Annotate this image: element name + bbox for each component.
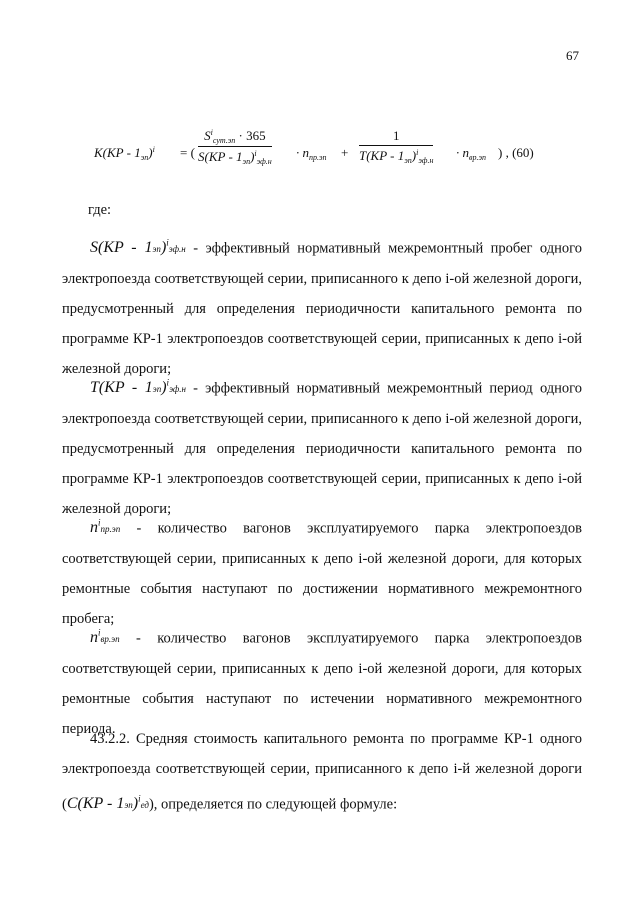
symbol-s-kr1: S(KP - 1эп)$^i$эф.н xyxy=(90,238,186,257)
formula-number: ) , (60) xyxy=(498,145,534,160)
formula-mult-2: · $n_{вр.эп}$ xyxy=(456,145,486,162)
formula-mult-1: · $n_{пр.эп}$ xyxy=(296,145,327,162)
symbol-n-vr: $n^iвр.эп$ xyxy=(90,628,120,647)
page-number: 67 xyxy=(566,48,579,63)
formula-lhs: $K(KP - 1_{эп})^i$ xyxy=(94,145,155,162)
formula-fraction-1: $S^i_{сут.эп} \cdot 365$ $S(KP - 1_{эп})^i_{эф.н}$ xyxy=(198,128,272,166)
symbol-c-kr1: C(KP - 1эп)$^i$ед xyxy=(66,794,149,813)
formula-plus: + xyxy=(341,145,349,160)
definition-t: T(KP - 1эп)$^i$эф.н - эффективный нормативный межремонтный период одного электропоезда соответствующей серии, приписанного к депо i-ой железной дороги, предусмотренный для определения периодичности капитального ремонта по программе КР-1 электропоездов соответствующей серии, приписанных к депо i-ой железной дороги; xyxy=(62,378,582,518)
definition-n-vr: $n^iвр.эп$ - количество вагонов эксплуатируемого парка электропоездов соответствующей серии, приписанных к депо i-ой железной дороги, для которых ремонтные события наступают по истечении нормативного межремонтного периода. xyxy=(62,628,582,738)
paragraph-43-2-2: 43.2.2. Средняя стоимость капитального ремонта по программе КР-1 одного электропоезда соответствующей серии, приписанного к депо i-й железной дороги (C(KP - 1эп)$^i$ед), определяется по следующей формуле: xyxy=(62,731,582,813)
formula-eq-open: = ( xyxy=(180,145,195,160)
definition-n-pr: $n^iпр.эп$ - количество вагонов эксплуатируемого парка электропоездов соответствующей серии, приписанных к депо i-ой железной дороги, для которых ремонтные события наступают по достижении нормативного межремонтного пробега; xyxy=(62,518,582,628)
formula-fraction-2: 1 $T(KP - 1_{эп})^i_{эф.н}$ xyxy=(359,128,434,165)
symbol-n-pr: $n^iпр.эп$ xyxy=(90,518,121,537)
symbol-t-kr1: T(KP - 1эп)$^i$эф.н xyxy=(90,378,187,397)
formula-60 xyxy=(94,128,574,178)
where-label: где: xyxy=(88,202,112,218)
definition-s: S(KP - 1эп)$^i$эф.н - эффективный нормативный межремонтный пробег одного электропоезда соответствующей серии, приписанного к депо i-ой железной дороги, предусмотренный для определения периодичности капитального ремонта по программе КР-1 электропоездов соответствующей серии, приписанных к депо i-ой железной дороги; xyxy=(62,238,582,378)
